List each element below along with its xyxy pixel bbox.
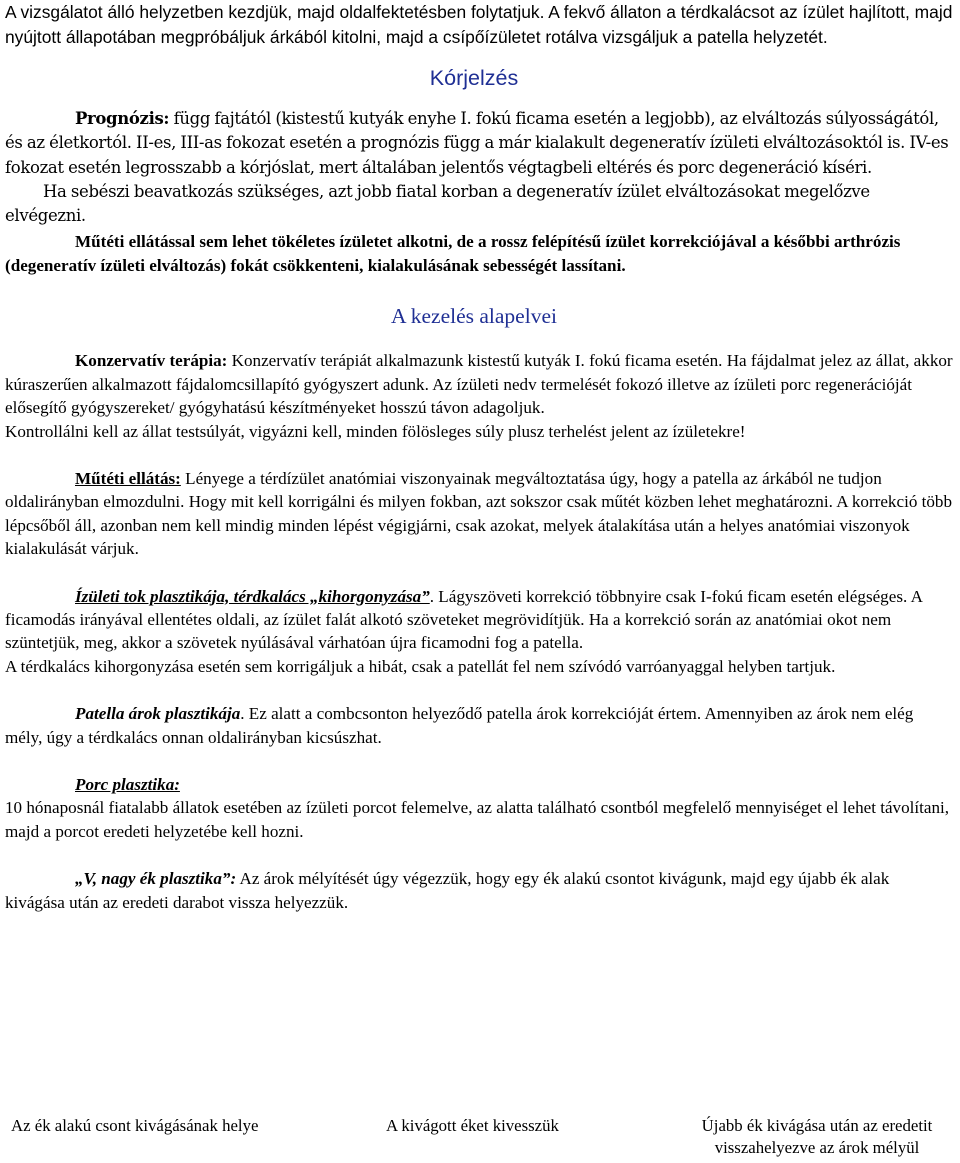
mutet-bold-paragraph: Műtéti ellátással sem lehet tökéletes ízületet alkotni, de a rossz felépítésű ízület korrekciójával a későbbi arthrózis (degeneratív ízületi elváltozás) fokát csökkenteni, kialakulásának sebességét lassítani. <box>5 232 901 275</box>
muteti-label: Műtéti ellátás: <box>75 468 181 488</box>
izuleti-text: . Lágyszöveti korrekció többnyire csak I-fokú ficam esetén elégséges. A ficamodás irányával ellentétes oldali, az ízület falát alkotó szöveteket megrövidítjük. Ha a korrekció során az anatómiai okot nem szüntetjük, meg, akkor a szövetek nyúlásával várhatóan újra ficamodni fog a patella. <box>5 586 922 653</box>
sebeszi-paragraph: Ha sebészi beavatkozás szükséges, azt jobb fiatal korban a degeneratív ízület elváltozásokat megelőzve elvégezni. <box>5 181 870 226</box>
v-label: „V, nagy ék plasztika”: <box>75 869 237 889</box>
caption-1: Az ék alakú csont kivágásának helye <box>11 1116 259 1135</box>
heading-kezeles: A kezelés alapelvei <box>391 304 557 329</box>
patella-label: Patella árok plasztikája <box>75 704 241 724</box>
heading-korjelzes: Kórjelzés <box>429 66 519 90</box>
porc-label: Porc plasztika: <box>75 774 180 794</box>
konzervativ-text: Konzervatív terápiát alkalmazunk kistestű kutyák I. fokú ficama esetén. Ha fájdalmat jelez az állat, akkor kúraszerűen alkalmazott fájdalomcsillapító gyógyszert adunk. Az ízületi nedv termelését fokozó illetve az ízületi porc regenerációját elősegítő gyógyszereket/ gyógyhatású készítményeket hosszú távon adagoljuk. <box>5 351 953 418</box>
v-text: Az árok mélyítését úgy végezzük, hogy egy ék alakú csontot kivágunk, majd egy újabb ék alak kivágása után az eredeti darabot vissza helyezzük. <box>5 869 890 912</box>
image-captions <box>0 1115 960 1161</box>
caption-2: A kivágott éket kivesszük <box>386 1116 559 1135</box>
muteti-paragraph <box>5 467 953 561</box>
muteti-text: Lényege a térdízület anatómiai viszonyainak megváltoztatása úgy, hogy a patella az árkából ne tudjon oldalirányban elmozdulni. Hogy mit kell korrigálni és milyen fokban, azt sokszor csak műtét közben lehet meghatározni. A korrekció több lépcsőből áll, azonban nem kell mindig minden lépést végigjárni, csak azokat, melyek átalakítása után a helyes anatómiai viszonyok kialakulását várjuk. <box>5 468 953 559</box>
v-paragraph <box>5 867 953 914</box>
patella-text: . Ez alatt a combcsonton helyeződő patella árok korrekcióját értem. Amennyiben az árok nem elég mély, úgy a térdkalács onnan oldalirányban kicsúszhat. <box>5 704 914 747</box>
terdkalacs-paragraph: A térdkalács kihorgonyzása esetén sem korrigáljuk a hibát, csak a patellát fel nem szívódó varróanyaggal helyben tartjuk. <box>5 656 836 676</box>
document-page <box>5 0 953 914</box>
izuleti-paragraph <box>5 585 953 655</box>
izuleti-label: Ízületi tok plasztikája, térdkalács „kihorgonyzása” <box>75 586 430 606</box>
patella-paragraph <box>5 702 953 749</box>
intro-paragraph: A vizsgálatot álló helyzetben kezdjük, majd oldalfektetésben folytatjuk. A fekvő állaton a térdkalácsot az ízület hajlított, majd nyújtott állapotában megpróbáljuk árkából kitolni, majd a csípőízületet rotálva vizsgáljuk a patella helyzetét. <box>5 2 953 47</box>
prognozis-paragraph <box>5 107 953 180</box>
kontrollalni-paragraph: Kontrollálni kell az állat testsúlyát, vigyázni kell, minden fölösleges súly plusz terhelést jelent az ízületekre! <box>5 421 746 441</box>
prognozis-label: Prognózis: <box>75 109 170 128</box>
konzervativ-label: Konzervatív terápia: <box>75 351 228 371</box>
prognozis-text: függ fajtától (kistestű kutyák enyhe I. fokú ficama esetén a legjobb), az elváltozás súlyosságától, és az életkortól. II-es, III-as fokozat esetén a prognózis függ a már kialakult degeneratív ízületi elváltozásoktól is. IV-es fokozat esetén legrosszabb a kórjóslat, mert általában jelentős végtagbeli eltérés és porc degeneráció kíséri. <box>5 109 949 177</box>
konzervativ-paragraph <box>5 349 953 419</box>
porc-text: 10 hónaposnál fiatalabb állatok esetében az ízületi porcot felemelve, az alatta található csontból megfelelő mennyiséget el lehet távolítani, majd a porcot eredeti helyzetébe kell hozni. <box>5 798 950 841</box>
caption-3: Újabb ék kivágása után az eredetit visszahelyezve az árok mélyül <box>701 1116 933 1157</box>
